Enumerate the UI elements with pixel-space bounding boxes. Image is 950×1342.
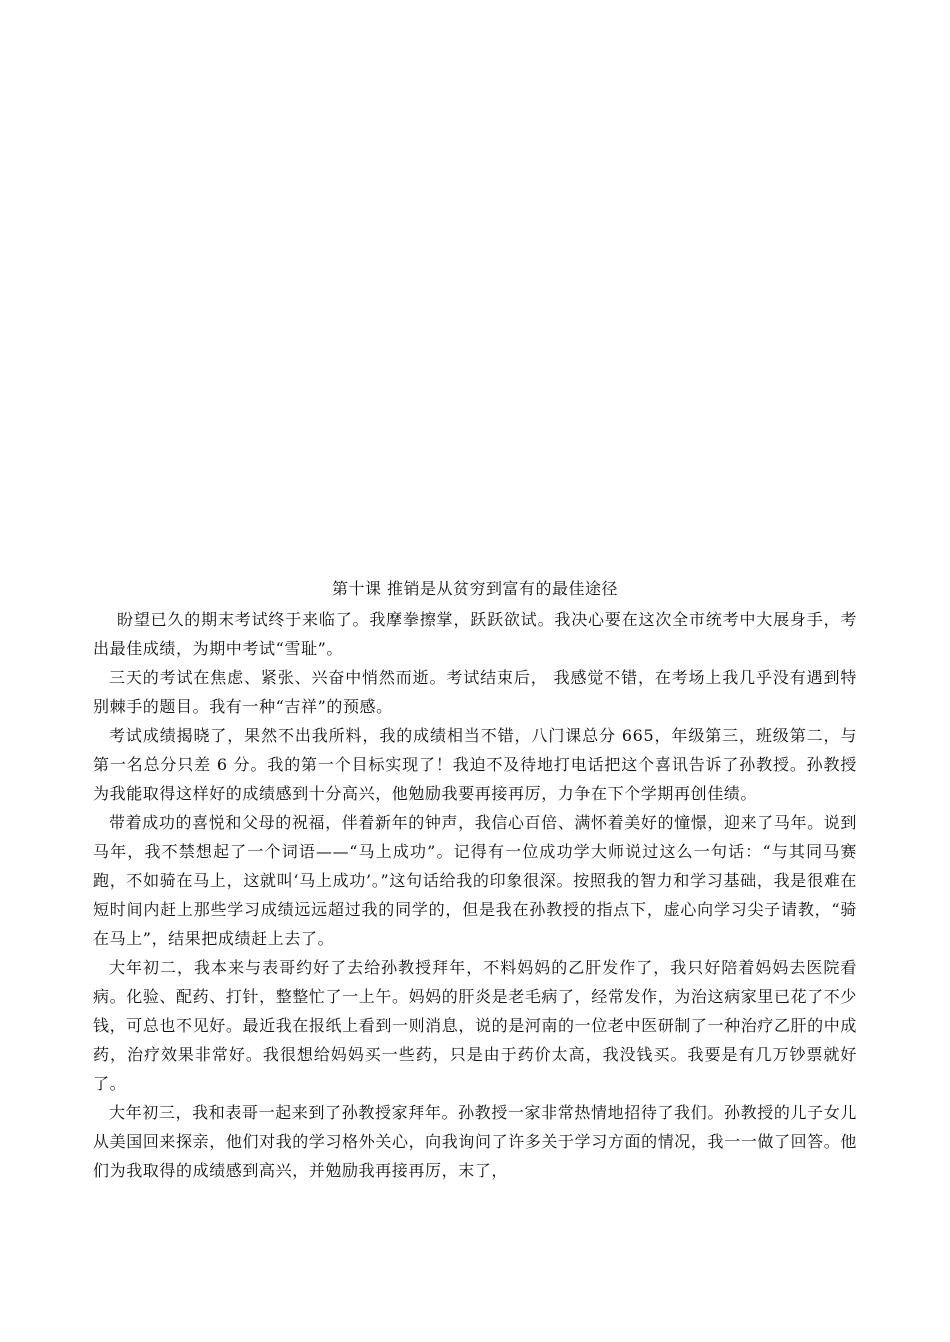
paragraph-1: 盼望已久的期末考试终于来临了。我摩拳擦掌，跃跃欲试。我决心要在这次全市统考中大展身手，考出最佳成绩，为期中考试“雪耻”。: [93, 610, 857, 658]
document-body: [93, 575, 857, 1185]
paragraph-5: 大年初二，我本来与表哥约好了去给孙教授拜年，不料妈妈的乙肝发作了，我只好陪着妈妈去医院看病。化验、配药、打针，整整忙了一上午。妈妈的肝炎是老毛病了，经常发作，为治这病家里已花了不少钱，可总也不见好。最近我在报纸上看到一则消息，说的是河南的一位老中医研制了一种治疗乙肝的中成药，治疗效果非常好。我很想给妈妈买一些药，只是由于药价太高，我没钱买。我要是有几万钞票就好了。: [93, 958, 857, 1093]
paragraph-2: 三天的考试在焦虑、紧张、兴奋中悄然而逝。考试结束后， 我感觉不错，在考场上我几乎没有遇到特别棘手的题目。我有一种“吉祥”的预感。: [93, 668, 857, 716]
lesson-title: 第十课 推销是从贫穷到富有的最佳途径: [331, 579, 619, 598]
paragraph-4: 带着成功的喜悦和父母的祝福，伴着新年的钟声，我信心百倍、满怀着美好的憧憬，迎来了马年。说到马年，我不禁想起了一个词语——“马上成功”。记得有一位成功学大师说过这么一句话：“与其同马赛跑，不如骑在马上，这就叫‘马上成功’。”这句话给我的印象很深。按照我的智力和学习基础，我是很难在短时间内赶上那些学习成绩远远超过我的同学的，但是我在孙教授的指点下，虚心向学习尖子请教，“骑在马上”，结果把成绩赶上去了。: [93, 813, 857, 948]
paragraph-6: 大年初三，我和表哥一起来到了孙教授家拜年。孙教授一家非常热情地招待了我们。孙教授的儿子女儿从美国回来探亲，他们对我的学习格外关心，向我询问了许多关于学习方面的情况，我一一做了回答。他们为我取得的成绩感到高兴，并勉励我再接再厉，末了，: [93, 1103, 857, 1180]
paragraph-3: 考试成绩揭晓了，果然不出我所料，我的成绩相当不错，八门课总分 665，年级第三，班级第二，与第一名总分只差 6 分。我的第一个目标实现了！我迫不及待地打电话把这个喜讯告诉了孙教授。孙教授为我能取得这样好的成绩感到十分高兴，他勉励我要再接再厉，力争在下个学期再创佳绩。: [93, 726, 857, 803]
